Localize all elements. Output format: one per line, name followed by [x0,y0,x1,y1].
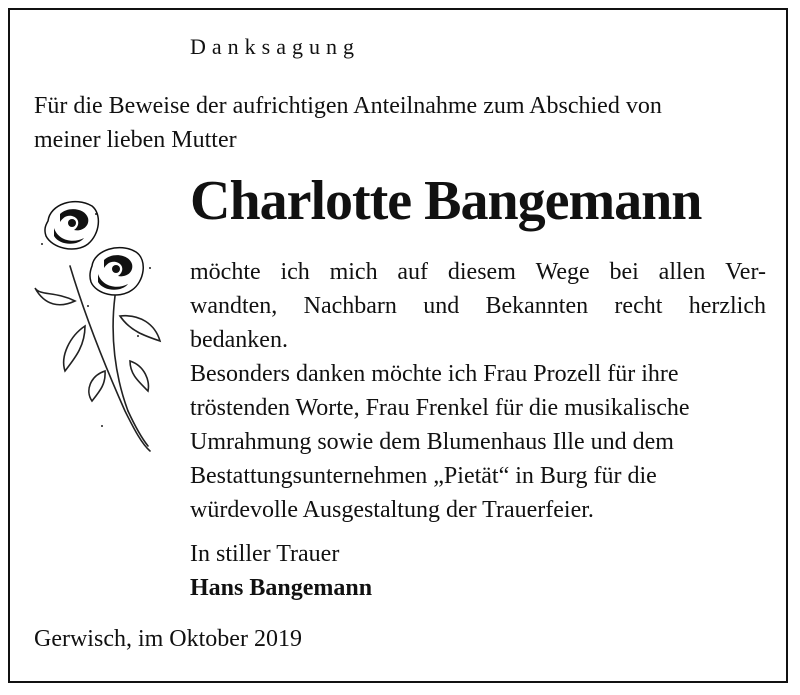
roses-icon [30,196,165,456]
intro-text [34,89,774,157]
signature-block [190,537,372,605]
intro-line-1: Für die Beweise der aufrichtigen Anteilnahme zum Abschied von [34,93,662,119]
signature-name: Hans Bangemann [190,575,373,601]
deceased-name: Charlotte Bangemann [190,170,702,232]
intro-line-2: meiner lieben Mutter [34,127,237,153]
body-line: würdevolle Ausgestaltung der Trauerfeier. [190,497,594,523]
body-line: möchte ich mich auf diesem Wege bei allen Ver- [190,259,766,285]
body-line: wandten, Nachbarn und Bekannten recht herzlich [190,293,766,319]
body-line: Besonders danken möchte ich Frau Prozell für ihre [190,361,679,387]
body-line: tröstenden Worte, Frau Frenkel für die musikalische [190,395,690,421]
body-line: bedanken. [190,327,288,353]
notice-heading: Danksagung [190,34,360,59]
place-date: Gerwisch, im Oktober 2019 [34,626,302,652]
body-line: Bestattungsunternehmen „Pietät“ in Burg für die [190,463,657,489]
body-line: Umrahmung sowie dem Blumenhaus Ille und dem [190,429,674,455]
signature-phrase: In stiller Trauer [190,541,340,567]
thanks-body [190,255,766,527]
